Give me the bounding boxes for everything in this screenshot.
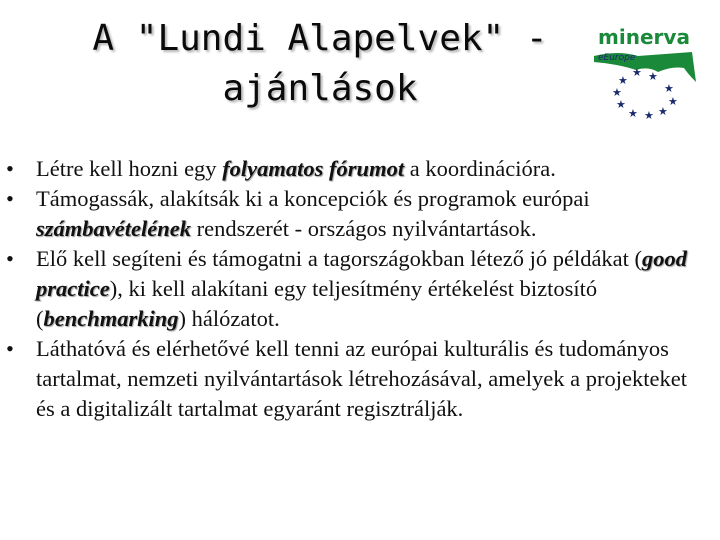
bullet-text: Támogassák, alakítsák ki a koncepciók és programok európai számbavételének rendszerét - országos nyilvántartások.: [36, 186, 590, 241]
minerva-logo: [588, 22, 700, 120]
emphasis-term: folyamatos fórumot: [222, 156, 405, 181]
bullet-item-2: [6, 184, 706, 244]
title-line-1: A "Lundi Alapelvek" -: [92, 18, 548, 59]
eu-stars-logo-icon: [588, 22, 700, 120]
star-ring: [612, 66, 678, 120]
bullet-text: Létre kell hozni egy folyamatos fórumot a koordinációra.: [36, 156, 556, 181]
bullet-item-4: [6, 334, 706, 424]
emphasis-term: good practice: [36, 246, 688, 301]
emphasis-term: számbavételének: [36, 216, 191, 241]
svg-text:★: ★: [616, 98, 626, 111]
bullet-dot: •: [6, 246, 14, 271]
bullet-dot: •: [6, 186, 14, 211]
svg-text:★: ★: [618, 74, 628, 87]
svg-text:★: ★: [628, 107, 638, 120]
bullet-text: Láthatóvá és elérhetővé kell tenni az európai kulturális és tudományos tartalmat, nemzeti nyilvántartások létrehozásával, amelyek a projekteket és a digitalizált tartalmat egyaránt regisztrálják.: [36, 336, 687, 421]
svg-text:★: ★: [658, 105, 668, 118]
svg-text:★: ★: [668, 95, 678, 108]
bullet-dot: •: [6, 336, 14, 361]
svg-text:★: ★: [648, 70, 658, 83]
logo-wordmark: minerva: [598, 25, 690, 49]
svg-text:★: ★: [632, 66, 642, 79]
svg-text:★: ★: [612, 86, 622, 99]
svg-text:★: ★: [644, 109, 654, 120]
bullet-list: [6, 154, 706, 424]
bullet-dot: •: [6, 156, 14, 181]
bullet-text: Elő kell segíteni és támogatni a tagországokban létező jó példákat (good practice), ki kell alakítani egy teljesítmény értékelést biztosító (benchmarking) hálózatot.: [36, 246, 688, 331]
title-line-2: ajánlások: [222, 68, 418, 109]
bullet-item-3: [6, 244, 706, 334]
slide-title: [60, 14, 580, 114]
emphasis-term: benchmarking: [43, 306, 179, 331]
bullet-item-1: [6, 154, 706, 184]
logo-subtext: eEurope: [598, 53, 636, 63]
svg-text:★: ★: [664, 82, 674, 95]
